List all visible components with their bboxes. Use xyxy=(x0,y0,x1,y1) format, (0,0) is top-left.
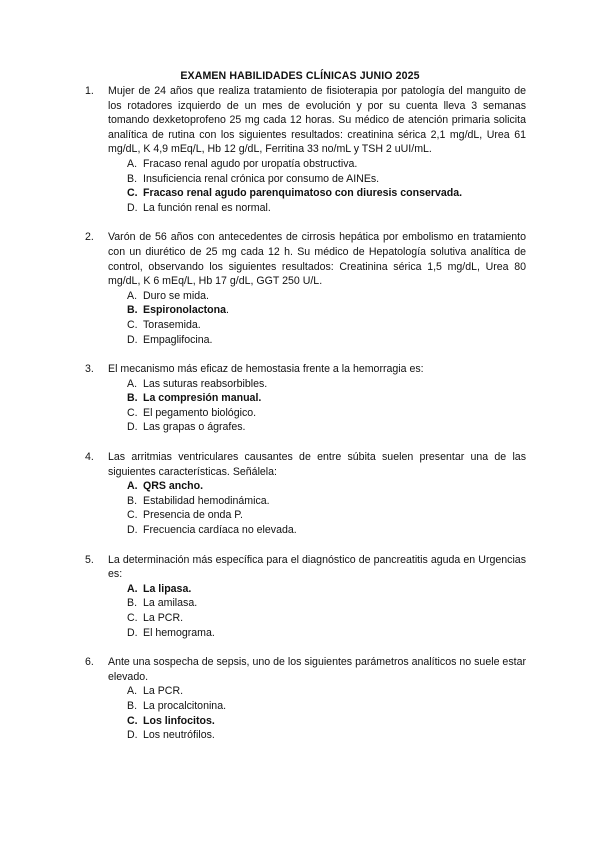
option-letter: C. xyxy=(127,714,138,727)
option-text: Las grapas o ágrafes. xyxy=(143,421,246,434)
question-text: Varón de 56 años con antecedentes de cirrosis hepática por embolismo en tratamiento con un diurético de 25 mg cada 12 h. Su médico de Hepatología solutiva analítica de control, observando los siguientes resultados: Creatinina sérica 1,5 mg/dL, Urea 80 mg/dL, K 6 mEq/L, Hb 17 g/dL, GGT 250 U/L. xyxy=(108,231,526,288)
option-text: Espironolactona xyxy=(143,304,226,317)
question-item xyxy=(85,553,526,641)
option-text-wrap xyxy=(143,406,256,421)
option-text-wrap xyxy=(143,157,357,172)
option-text: El pegamento biológico. xyxy=(143,406,257,419)
option-text-wrap xyxy=(143,479,203,494)
answer-option xyxy=(127,377,526,392)
question-number: 5. xyxy=(85,553,94,566)
option-text-wrap xyxy=(143,582,191,597)
option-letter: B. xyxy=(127,494,138,507)
option-text: Los neutrófilos. xyxy=(143,729,215,742)
answer-options xyxy=(127,479,526,537)
question-number: 1. xyxy=(85,85,94,97)
option-letter: B. xyxy=(127,699,138,712)
option-text: Las suturas reabsorbibles. xyxy=(143,377,268,390)
question-list xyxy=(85,84,526,758)
answer-option xyxy=(127,508,526,523)
exam-title: EXAMEN HABILIDADES CLÍNICAS JUNIO 2025 xyxy=(180,70,420,82)
option-text: La procalcitonina. xyxy=(143,699,227,712)
option-text-wrap xyxy=(143,318,201,333)
option-letter: A. xyxy=(127,157,138,170)
question-item xyxy=(85,450,526,538)
option-letter: C. xyxy=(127,612,138,624)
answer-option xyxy=(127,172,526,187)
option-letter: D. xyxy=(127,729,138,742)
option-text: Empaglifocina. xyxy=(143,333,213,346)
option-letter: D. xyxy=(127,421,138,434)
option-text: Fracaso renal agudo por uropatía obstructiva. xyxy=(143,157,358,170)
answer-option-correct xyxy=(127,186,526,201)
answer-option-correct xyxy=(127,479,526,494)
answer-option xyxy=(127,596,526,611)
answer-options xyxy=(127,157,526,215)
option-text: La función renal es normal. xyxy=(143,201,271,214)
question-item xyxy=(85,362,526,435)
question-text: Mujer de 24 años que realiza tratamiento de fisioterapia por patología del manguito de los rotadores izquierdo de un mes de evolución y por su cuenta lleva 3 semanas tomando dexketoprofeno 25 mg cada 12 horas. Su médico de atención primaria solicita analítica de rutina con los siguientes resultados: creatinina sérica 2,1 mg/dL, Urea 61 mg/dL, K 4,9 mEq/L, Hb 12 g/dL, Ferritina 33 no/mL y TSH 2 uUI/mL. xyxy=(108,85,526,156)
option-letter: A. xyxy=(127,289,138,302)
answer-option xyxy=(127,406,526,421)
option-text-wrap xyxy=(143,699,226,714)
option-text: La amilasa. xyxy=(143,597,198,610)
option-letter: C. xyxy=(127,406,138,419)
question-item xyxy=(85,84,526,215)
option-text: La PCR. xyxy=(143,612,184,624)
option-letter: C. xyxy=(127,318,138,331)
option-text: La lipasa. xyxy=(143,582,192,595)
option-text: Insuficiencia renal crónica por consumo de AINEs. xyxy=(143,172,380,185)
option-text-wrap xyxy=(143,172,379,187)
option-text: El hemograma. xyxy=(143,626,215,639)
option-text: Estabilidad hemodinámica. xyxy=(143,494,270,507)
option-text-wrap xyxy=(143,201,271,216)
option-text-wrap xyxy=(143,333,213,348)
option-text-wrap xyxy=(143,377,267,392)
option-text-wrap xyxy=(143,611,183,626)
answer-option xyxy=(127,494,526,509)
option-text-wrap xyxy=(143,596,197,611)
option-text: QRS ancho. xyxy=(143,480,204,493)
option-letter: C. xyxy=(127,509,138,522)
option-letter: D. xyxy=(127,333,138,346)
option-text-wrap xyxy=(143,684,183,699)
option-letter: D. xyxy=(127,626,138,639)
question-text: La determinación más específica para el diagnóstico de pancreatitis aguda en Urgencias es: xyxy=(108,553,526,581)
answer-option xyxy=(127,684,526,699)
answer-options xyxy=(127,684,526,742)
answer-options xyxy=(127,289,526,347)
option-text: Torasemida. xyxy=(143,318,201,331)
option-text: Presencia de onda P. xyxy=(143,509,243,522)
option-text: Frecuencia cardíaca no elevada. xyxy=(143,524,297,537)
question-text: El mecanismo más eficaz de hemostasia frente a la hemorragia es: xyxy=(108,363,424,376)
answer-option xyxy=(127,318,526,333)
option-text: Los linfocitos. xyxy=(143,714,215,727)
option-letter: D. xyxy=(127,524,138,537)
option-letter: B. xyxy=(127,597,138,610)
option-text-wrap xyxy=(143,303,229,318)
option-text-wrap xyxy=(143,289,209,304)
answer-option xyxy=(127,626,526,641)
option-letter: A. xyxy=(127,582,138,595)
question-number: 3. xyxy=(85,363,94,376)
option-text-wrap xyxy=(143,728,215,743)
option-text-wrap xyxy=(143,186,462,201)
answer-option xyxy=(127,611,526,626)
question-number: 6. xyxy=(85,656,94,669)
answer-options xyxy=(127,377,526,435)
answer-option xyxy=(127,728,526,743)
option-text: La PCR. xyxy=(143,685,184,698)
question-item xyxy=(85,230,526,347)
option-text-wrap xyxy=(143,626,215,641)
answer-option xyxy=(127,157,526,172)
answer-option-correct xyxy=(127,303,526,318)
option-suffix: . xyxy=(226,304,229,317)
answer-option xyxy=(127,201,526,216)
option-letter: A. xyxy=(127,480,138,493)
answer-option-correct xyxy=(127,391,526,406)
option-text: Fracaso renal agudo parenquimatoso con diuresis conservada. xyxy=(143,187,463,200)
option-letter: A. xyxy=(127,685,138,698)
answer-option xyxy=(127,289,526,304)
answer-option xyxy=(127,523,526,538)
option-letter: B. xyxy=(127,172,138,185)
option-text-wrap xyxy=(143,523,297,538)
option-letter: D. xyxy=(127,201,138,214)
answer-option xyxy=(127,333,526,348)
answer-option-correct xyxy=(127,582,526,597)
option-text-wrap xyxy=(143,391,261,406)
question-text: Ante una sospecha de sepsis, uno de los siguientes parámetros analíticos no suele estar elevado. xyxy=(108,656,526,683)
answer-options xyxy=(127,582,526,640)
question-number: 2. xyxy=(85,231,94,244)
answer-option xyxy=(127,420,526,435)
option-text-wrap xyxy=(143,494,270,509)
option-text: La compresión manual. xyxy=(143,392,262,405)
option-text-wrap xyxy=(143,420,245,435)
question-number: 4. xyxy=(85,451,94,464)
option-letter: A. xyxy=(127,377,138,390)
option-letter: B. xyxy=(127,304,138,317)
option-text-wrap xyxy=(143,714,215,729)
question-item xyxy=(85,655,526,743)
answer-option-correct xyxy=(127,714,526,729)
option-letter: C. xyxy=(127,187,138,200)
question-text: Las arritmias ventriculares causantes de entre súbita suelen presentar una de las siguientes características. Señálela: xyxy=(108,451,526,478)
option-text-wrap xyxy=(143,508,243,523)
option-text: Duro se mida. xyxy=(143,289,209,302)
answer-option xyxy=(127,699,526,714)
option-letter: B. xyxy=(127,392,138,405)
